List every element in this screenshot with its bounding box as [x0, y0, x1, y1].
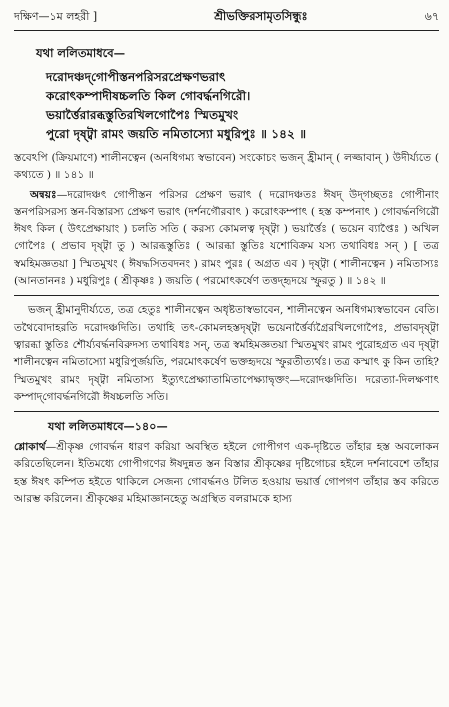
- section-divider: [14, 411, 439, 412]
- book-title: শ্রীভক্তিরসামৃতসিন্ধুঃ: [214, 9, 308, 23]
- chapter-heading: দক্ষিণ—১ম লহরী ]: [14, 10, 98, 23]
- verse-citation: যথা ললিতমাধবে—: [36, 46, 126, 60]
- anvaya-paragraph: [14, 187, 439, 291]
- tika-paragraph: ভজন্ হ্রীমানুদীর্য্যতে, তত্র হেতুঃ শালীনত্বেন অধৃষ্টতাস্বভাবেন, শালীনত্বেন অনধিগম্যস্বভাবেন বেতি। তথৈবোদাহরতি দরোদঞ্চদিতি। তথাহি তৎ-কোমলহস্তদৃষ্ট্বা ভয়েনার্ত্তৈর্ব্যগ্রৈরখিলগোপৈঃ, প্রভাবদৃষ্ট্বা ত্বারব্ধা স্তুতিঃ শৌর্য্যবর্দ্ধনবিরুদস্য তথাবিধঃ সন্, তত্র স্বমহিমজ্ঞতয়া স্মিতমুখং রামং পুরোহগ্রত এব দৃষ্ট্বা শালীনত্বেন নমিতাস্যো মধুরিপুর্জয়তি, পরমোৎকর্ষেণ ভক্তহৃদয়ে স্ফুরতীত্যর্থঃ। তত্র কস্মাৎ কু কিন তাহি? স্মিতমুখং রামং দৃষ্ট্বা নমিতাস্য ইত্যুৎপ্রেক্ষ্যাতামিতাপেক্ষ্যাদ্বৃক্তং—দরোদঞ্চদিতি। দরেত্যা-দিলক্ষণাৎ কম্পাদ্‌গোবর্দ্ধনগিরৌ ঈষচ্চলতি সতি।: [14, 304, 439, 403]
- translation-citation: যথা ললিতমাধবে—১৪০—: [48, 419, 168, 434]
- book-page: [14, 8, 439, 700]
- sanskrit-verse: [14, 45, 439, 144]
- translation-paragraph: [14, 439, 439, 508]
- verse-line: দরোদঞ্চদ্‌গোপীস্তনপরিসরপ্রেক্ষণভরাৎ: [46, 70, 226, 84]
- anvaya-text: —দরোদঞ্চৎ গোপীস্তন পরিসর প্রেক্ষণ ভরাৎ ( দরোদঞ্চতঃ ঈষদ্ উদ্‌গচ্ছতঃ গোপীনাং স্তনপরিসরস্য স্তন-বিস্তারস্য প্রেক্ষণ ভরাৎ (দর্শনগৌরবাৎ ) করোৎকম্পাৎ ( হস্ত কম্পনাৎ ) গোবর্দ্ধনগিরৌ ঈষৎ কিল ( উৎপ্রেক্ষায়াং ) চলতি সতি ( করস্য কোমলত্ব দৃষ্ট্বা ) ভয়ার্ত্তৈঃ ( ভয়েন ব্যাপ্তৈঃ ) অখিল গোপৈঃ ( প্রভাব দৃষ্ট্বা তু ) আরব্ধস্তুতিঃ ( আরব্ধা স্তুতিঃ যশোবিক্রম যস্য তথাবিধঃ সন্ ) [ তত্র স্বমহিমজ্ঞতয়া ] স্মিতমুখং ( ঈষদ্ধসিতবদনং ) রামং পুরঃ ( অগ্রত এব ) দৃষ্ট্বা ( শালীনত্বেন ) নমিতাস্যঃ (আনতাননঃ ) মধুরিপুঃ ( শ্রীকৃষ্ণঃ ) জয়তি ( পরমোৎকর্ষেণ তত্তদ্‌হৃদয়ে স্ফুরতু ) ॥ ১৪২ ॥: [14, 188, 439, 288]
- verse-line: করোৎকম্পাদীষচ্চলতি কিল গোবর্দ্ধনগিরৌ।: [46, 89, 251, 103]
- anvaya-label: অন্বয়ঃ: [30, 188, 57, 201]
- translation-text: —শ্রীকৃষ্ণ গোবর্দ্ধন ধারণ করিয়া অবস্থিত হইলে গোপীগণ এক-দৃষ্টিতে তাঁহার হস্ত অবলোকন করিতেছিলেন। ইতিমধ্যে গোপীগণের ঈষদুন্নত স্তন বিস্তার শ্রীকৃষ্ণের দৃষ্টিগোচর হইলে দর্শনাবেশে তাঁহার হস্ত ঈষৎ কম্পিত হইতে থাকিলে সেজন্য গোবর্দ্ধনও টলিত হওয়ায় ভয়ার্ত্ত গোপগণ তাঁহার স্তব করিতে আরম্ভ করিলেন। শ্রীকৃষ্ণের মহিমাজ্ঞানহেতু অগ্রস্থিত বলরামকে হাস্য: [14, 441, 439, 506]
- verse-line: ভয়ার্ত্তৈরারব্ধস্তুতিরখিলগোপৈঃ স্মিতমুখং: [46, 108, 239, 122]
- commentary-paragraph: স্তবেঽপি (ক্রিয়মাণে) শালীনত্বেন (অনধিগম্য স্বভাবেন) সংকোচং ভজন্ হ্রীমান্ ( লজ্জাবান্ ) উদীর্য্যতে ( কথ্যতে ) ॥ ১৪১ ॥: [14, 152, 439, 182]
- verse-line: পুরো দৃষ্ট্বা রামং জয়তি নমিতাস্যো মধুরিপুঃ ॥ ১৪২ ॥: [46, 127, 307, 141]
- page-number: ৬৭: [424, 10, 439, 23]
- section-divider: [14, 295, 439, 296]
- running-header: [14, 8, 439, 31]
- translation-label: শ্লোকার্থ: [14, 441, 46, 454]
